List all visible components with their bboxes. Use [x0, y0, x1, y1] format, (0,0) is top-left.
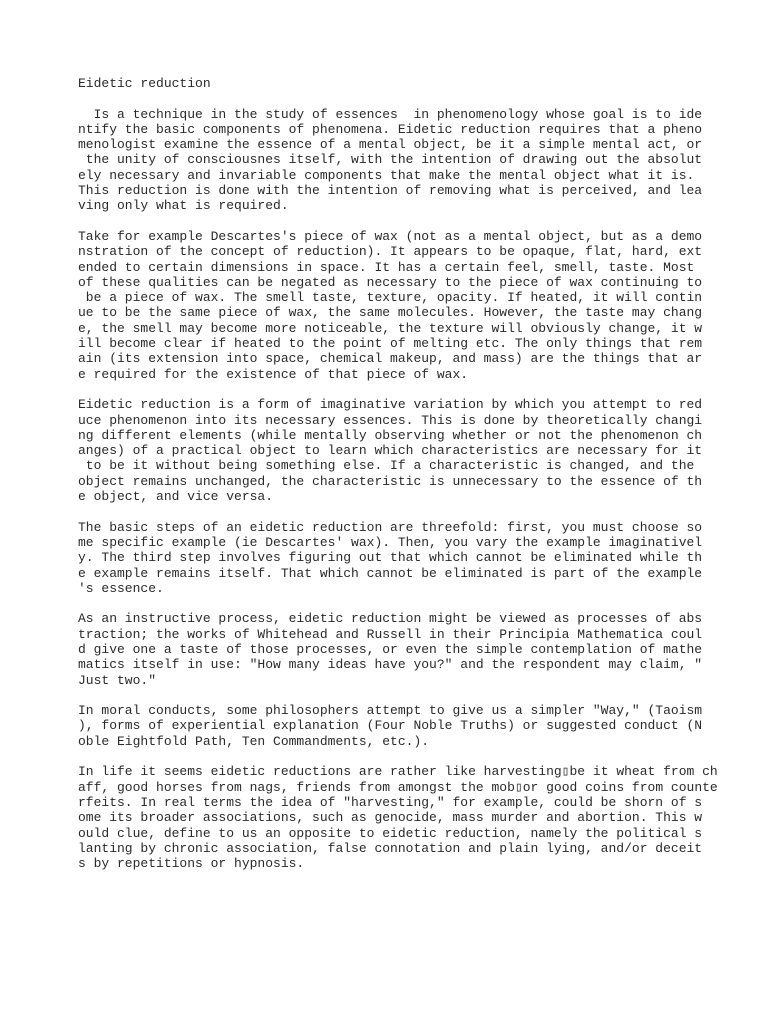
text-line: ng different elements (while mentally observing whether or not the phenomenon ch: [78, 427, 703, 443]
document-title: Eidetic reduction: [78, 76, 211, 91]
text-line: In moral conducts, some philosophers attempt to give us a simpler "Way," (Taoism: [78, 703, 703, 719]
text-line: [78, 91, 718, 106]
text-line: y. The third step involves figuring out that which cannot be eliminated while th: [78, 550, 703, 566]
text-line: rfeits. In real terms the idea of "harvesting," for example, could be shorn of s: [78, 794, 703, 810]
text-line: e example remains itself. That which cannot be eliminated is part of the example: [78, 565, 703, 581]
text-line: aff, good horses from nags, friends from amongst the mob▯or good coins from counte: [78, 779, 718, 795]
text-line: e object, and vice versa.: [78, 489, 274, 505]
text-line: matics itself in use: "How many ideas have you?" and the respondent may claim, ": [78, 657, 703, 673]
text-line: to be it without being something else. If a characteristic is changed, and the: [78, 458, 695, 474]
text-line: ain (its extension into space, chemical makeup, and mass) are the things that ar: [78, 351, 703, 367]
text-line: ntify the basic components of phenomena. Eidetic reduction requires that a pheno: [78, 121, 703, 137]
text-line: anges) of a practical object to learn which characteristics are necessary for it: [78, 443, 703, 459]
text-line: [78, 749, 718, 764]
text-line: the unity of consciousnes itself, with the intention of drawing out the absolut: [78, 152, 703, 168]
text-line: As an instructive process, eidetic reduction might be viewed as processes of abs: [78, 611, 703, 627]
text-line: ving only what is required.: [78, 198, 289, 214]
text-line: Take for example Descartes's piece of wax (not as a mental object, but as a demo: [78, 228, 703, 244]
text-line: ill become clear if heated to the point of melting etc. The only things that rem: [78, 336, 703, 352]
text-line: This reduction is done with the intention of removing what is perceived, and lea: [78, 183, 703, 199]
text-line: oble Eightfold Path, Ten Commandments, etc.).: [78, 733, 430, 749]
text-line: of these qualities can be negated as necessary to the piece of wax continuing to: [78, 274, 703, 290]
text-line: uce phenomenon into its necessary essences. This is done by theoretically changi: [78, 412, 703, 428]
text-line: ely necessary and invariable components that make the mental object what it is.: [78, 167, 695, 183]
text-line: s by repetitions or hypnosis.: [78, 856, 305, 872]
text-line: The basic steps of an eidetic reduction are threefold: first, you must choose so: [78, 519, 703, 535]
text-line: lanting by chronic association, false connotation and plain lying, and/or deceit: [78, 840, 703, 856]
text-line: ould clue, define to us an opposite to eidetic reduction, namely the political s: [78, 825, 703, 841]
text-line: [78, 214, 718, 229]
text-line: [78, 382, 718, 397]
text-line: traction; the works of Whitehead and Russell in their Principia Mathematica coul: [78, 626, 703, 642]
text-line: menologist examine the essence of a mental object, be it a simple mental act, or: [78, 137, 703, 153]
text-line: Is a technique in the study of essences in phenomenology whose goal is to ide: [78, 106, 703, 122]
text-line: nstration of the concept of reduction). It appears to be opaque, flat, hard, ext: [78, 244, 703, 260]
text-line: In life it seems eidetic reductions are rather like harvesting▯be it wheat from ch: [78, 764, 718, 780]
text-line: ), forms of experiential explanation (Four Noble Truths) or suggested conduct (N: [78, 718, 703, 734]
text-line: Just two.": [78, 672, 157, 688]
text-line: be a piece of wax. The smell taste, texture, opacity. If heated, it will contin: [78, 290, 703, 306]
text-line: object remains unchanged, the characteristic is unnecessary to the essence of th: [78, 473, 703, 489]
text-line: d give one a taste of those processes, or even the simple contemplation of mathe: [78, 641, 703, 657]
text-line: e required for the existence of that piece of wax.: [78, 366, 469, 382]
text-line: ended to certain dimensions in space. It has a certain feel, smell, taste. Most: [78, 259, 695, 275]
text-line: ue to be the same piece of wax, the same molecules. However, the taste may chang: [78, 305, 703, 321]
text-line: [78, 596, 718, 611]
text-line: e, the smell may become more noticeable, the texture will obviously change, it w: [78, 320, 703, 336]
text-line: [78, 688, 718, 703]
text-line: [78, 504, 718, 519]
text-line: ome its broader associations, such as genocide, mass murder and abortion. This w: [78, 810, 703, 826]
text-line: me specific example (ie Descartes' wax). Then, you vary the example imaginativel: [78, 534, 703, 550]
document-text: [78, 76, 718, 871]
text-line: Eidetic reduction is a form of imaginative variation by which you attempt to red: [78, 397, 703, 413]
text-line: 's essence.: [78, 580, 164, 596]
